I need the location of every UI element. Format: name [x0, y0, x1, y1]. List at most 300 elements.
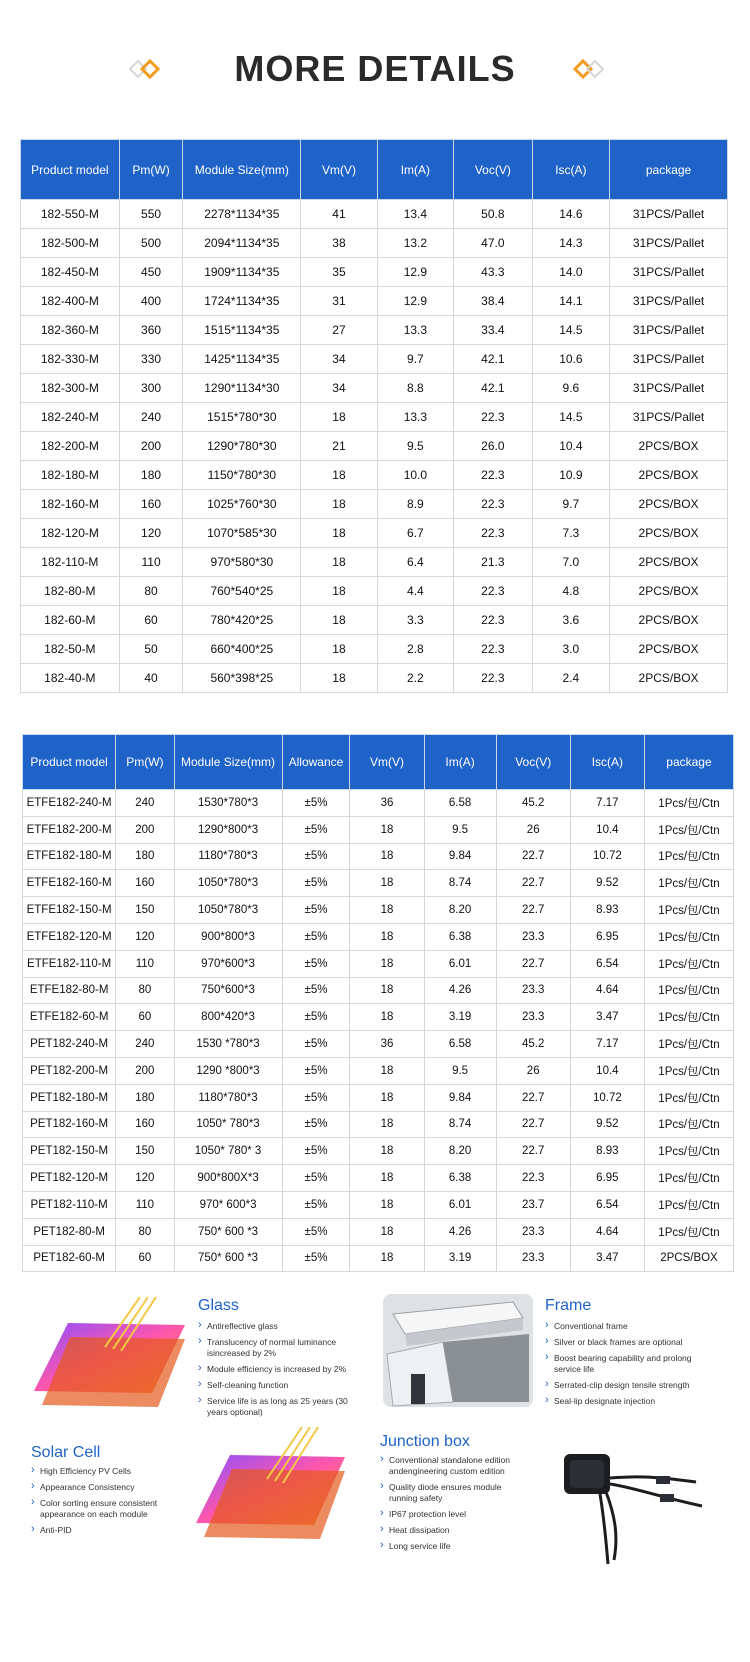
- table-cell: 1290*1134*30: [183, 374, 301, 403]
- table-row: [23, 1138, 734, 1165]
- table-cell: ±5%: [282, 950, 350, 977]
- table-cell: 1050*780*3: [174, 870, 282, 897]
- table-cell: 42.1: [454, 345, 533, 374]
- table-cell: 4.26: [424, 977, 496, 1004]
- table-cell: ±5%: [282, 977, 350, 1004]
- table-cell: 2PCS/BOX: [610, 548, 728, 577]
- table-cell: 1Pcs/包/Ctn: [644, 816, 733, 843]
- table-row: [21, 606, 728, 635]
- feature-item: › Module efficiency is increased by 2%: [198, 1364, 348, 1375]
- table-cell: 180: [116, 843, 174, 870]
- column-header: Product model: [21, 140, 120, 200]
- feature-item: › Color sorting ensure consistent appearance on each module: [31, 1498, 181, 1520]
- table-cell: 750* 600 *3: [174, 1218, 282, 1245]
- table-cell: 22.3: [454, 519, 533, 548]
- table-cell: 780*420*25: [183, 606, 301, 635]
- table-cell: 3.47: [570, 1004, 644, 1031]
- table-cell: 22.7: [496, 950, 570, 977]
- table-row: [23, 1057, 734, 1084]
- table-cell: 22.7: [496, 1084, 570, 1111]
- page-title: MORE DETAILS: [234, 48, 516, 89]
- table-cell: 18: [301, 548, 377, 577]
- table-cell: 1Pcs/包/Ctn: [644, 923, 733, 950]
- table-cell: 34: [301, 374, 377, 403]
- column-header: Isc(A): [532, 140, 609, 200]
- table-cell: 6.58: [424, 790, 496, 817]
- table-cell: 1Pcs/包/Ctn: [644, 1084, 733, 1111]
- table-cell: 120: [116, 923, 174, 950]
- table-cell: 182-360-M: [21, 316, 120, 345]
- table-cell: 14.1: [532, 287, 609, 316]
- table-cell: 1724*1134*35: [183, 287, 301, 316]
- table-cell: 22.3: [496, 1165, 570, 1192]
- table-cell: PET182-120-M: [23, 1165, 116, 1192]
- table-cell: 3.0: [532, 635, 609, 664]
- table-cell: ±5%: [282, 897, 350, 924]
- table-cell: 34: [301, 345, 377, 374]
- table-cell: ±5%: [282, 790, 350, 817]
- table-cell: 18: [350, 816, 424, 843]
- table-cell: 31PCS/Pallet: [610, 258, 728, 287]
- table-cell: 18: [301, 403, 377, 432]
- table-cell: PET182-180-M: [23, 1084, 116, 1111]
- table-cell: 22.3: [454, 461, 533, 490]
- column-header: Pm(W): [116, 735, 174, 790]
- column-header: Module Size(mm): [183, 140, 301, 200]
- table-row: [21, 490, 728, 519]
- table-cell: 550: [119, 200, 183, 229]
- table-cell: 18: [350, 1218, 424, 1245]
- table-cell: 26.0: [454, 432, 533, 461]
- table-cell: 110: [116, 950, 174, 977]
- table-cell: 10.9: [532, 461, 609, 490]
- table-cell: ±5%: [282, 1245, 350, 1272]
- table-cell: ETFE182-80-M: [23, 977, 116, 1004]
- table-cell: 1025*760*30: [183, 490, 301, 519]
- feature-item: › High Efficiency PV Cells: [31, 1466, 181, 1477]
- table-cell: ETFE182-110-M: [23, 950, 116, 977]
- table-row: [23, 1004, 734, 1031]
- feature-item: › Heat dissipation: [380, 1525, 530, 1536]
- table-cell: 18: [350, 1004, 424, 1031]
- table-cell: 60: [119, 606, 183, 635]
- feature-item: › IP67 protection level: [380, 1509, 530, 1520]
- table-cell: 2PCS/BOX: [610, 635, 728, 664]
- table-row: [21, 200, 728, 229]
- column-header: Voc(V): [496, 735, 570, 790]
- table-cell: 760*540*25: [183, 577, 301, 606]
- table-cell: 1Pcs/包/Ctn: [644, 790, 733, 817]
- table-row: [21, 287, 728, 316]
- table-cell: 150: [116, 897, 174, 924]
- diamond-ornament-icon: [565, 58, 611, 80]
- table-cell: ±5%: [282, 870, 350, 897]
- table-cell: 13.2: [377, 229, 453, 258]
- table-cell: 40: [119, 664, 183, 693]
- solar-cell-icon: [190, 1425, 350, 1543]
- table-row: [23, 1031, 734, 1058]
- table-cell: 970* 600*3: [174, 1191, 282, 1218]
- table-cell: 200: [116, 1057, 174, 1084]
- table-cell: 60: [116, 1004, 174, 1031]
- table-cell: 18: [301, 519, 377, 548]
- table-cell: 182-450-M: [21, 258, 120, 287]
- table-cell: 1Pcs/包/Ctn: [644, 1191, 733, 1218]
- table-cell: 6.01: [424, 950, 496, 977]
- table-cell: 4.4: [377, 577, 453, 606]
- table-cell: 18: [301, 461, 377, 490]
- table-row: [23, 1218, 734, 1245]
- table-cell: 45.2: [496, 790, 570, 817]
- table-cell: ±5%: [282, 1084, 350, 1111]
- table-header-row: [23, 735, 734, 790]
- column-header: Voc(V): [454, 140, 533, 200]
- table-row: [23, 897, 734, 924]
- table-cell: 22.3: [454, 403, 533, 432]
- table-cell: 900*800*3: [174, 923, 282, 950]
- table-cell: 38: [301, 229, 377, 258]
- table-cell: 120: [119, 519, 183, 548]
- table-cell: ETFE182-120-M: [23, 923, 116, 950]
- table-cell: 10.4: [532, 432, 609, 461]
- table-cell: 2278*1134*35: [183, 200, 301, 229]
- table-cell: 1Pcs/包/Ctn: [644, 1165, 733, 1192]
- table-cell: 2.2: [377, 664, 453, 693]
- table-cell: 8.93: [570, 897, 644, 924]
- table-cell: 47.0: [454, 229, 533, 258]
- table-cell: 9.7: [377, 345, 453, 374]
- table-cell: 9.7: [532, 490, 609, 519]
- table-cell: 1Pcs/包/Ctn: [644, 870, 733, 897]
- feature-list-solar-cell: [31, 1466, 181, 1541]
- table-row: [21, 548, 728, 577]
- table-row: [21, 229, 728, 258]
- table-cell: 7.17: [570, 1031, 644, 1058]
- table-cell: 6.7: [377, 519, 453, 548]
- table-cell: 12.9: [377, 258, 453, 287]
- table-cell: 22.3: [454, 577, 533, 606]
- table-cell: 50.8: [454, 200, 533, 229]
- table-cell: 450: [119, 258, 183, 287]
- table-cell: 18: [350, 1165, 424, 1192]
- table-cell: 6.4: [377, 548, 453, 577]
- table-cell: 6.58: [424, 1031, 496, 1058]
- table-cell: 18: [301, 577, 377, 606]
- table-cell: 1Pcs/包/Ctn: [644, 1218, 733, 1245]
- table-cell: 1050* 780* 3: [174, 1138, 282, 1165]
- table-cell: 1050*780*3: [174, 897, 282, 924]
- table-cell: 18: [350, 977, 424, 1004]
- table-cell: 360: [119, 316, 183, 345]
- table-cell: 2PCS/BOX: [610, 519, 728, 548]
- table-cell: 160: [119, 490, 183, 519]
- column-header: Im(A): [424, 735, 496, 790]
- column-header: Vm(V): [301, 140, 377, 200]
- table-cell: 1290 *800*3: [174, 1057, 282, 1084]
- table-cell: 9.84: [424, 1084, 496, 1111]
- table-cell: 400: [119, 287, 183, 316]
- table-cell: 3.19: [424, 1245, 496, 1272]
- table-cell: 1530*780*3: [174, 790, 282, 817]
- column-header: Pm(W): [119, 140, 183, 200]
- table-cell: 6.54: [570, 950, 644, 977]
- table-cell: 6.01: [424, 1191, 496, 1218]
- table-cell: 2PCS/BOX: [610, 432, 728, 461]
- table-cell: 13.4: [377, 200, 453, 229]
- table-row: [23, 1245, 734, 1272]
- table-cell: 13.3: [377, 403, 453, 432]
- feature-title-solar-cell: Solar Cell: [31, 1444, 101, 1461]
- table-cell: 22.3: [454, 606, 533, 635]
- table-cell: 22.7: [496, 843, 570, 870]
- table-cell: 1180*780*3: [174, 843, 282, 870]
- table-cell: 21: [301, 432, 377, 461]
- table-cell: 14.5: [532, 403, 609, 432]
- feature-item: › Antireflective glass: [198, 1321, 348, 1332]
- table-cell: 21.3: [454, 548, 533, 577]
- table-cell: 240: [116, 790, 174, 817]
- table-cell: 43.3: [454, 258, 533, 287]
- table-cell: 6.95: [570, 923, 644, 950]
- table-cell: 80: [116, 1218, 174, 1245]
- table-cell: 182-180-M: [21, 461, 120, 490]
- table-cell: 182-200-M: [21, 432, 120, 461]
- table-cell: 300: [119, 374, 183, 403]
- table-cell: 33.4: [454, 316, 533, 345]
- table-cell: 2094*1134*35: [183, 229, 301, 258]
- table-cell: 36: [350, 1031, 424, 1058]
- feature-item: › Silver or black frames are optional: [545, 1337, 705, 1348]
- column-header: Module Size(mm): [174, 735, 282, 790]
- table-cell: 18: [350, 843, 424, 870]
- table-cell: 182-400-M: [21, 287, 120, 316]
- column-header: package: [610, 140, 728, 200]
- table-cell: 750*600*3: [174, 977, 282, 1004]
- table-cell: 182-500-M: [21, 229, 120, 258]
- table-cell: 18: [350, 1084, 424, 1111]
- table-cell: 180: [119, 461, 183, 490]
- table-cell: ±5%: [282, 1218, 350, 1245]
- table-cell: ETFE182-150-M: [23, 897, 116, 924]
- table-cell: 9.84: [424, 843, 496, 870]
- table-row: [23, 950, 734, 977]
- table-cell: 180: [116, 1084, 174, 1111]
- table-row: [23, 1165, 734, 1192]
- feature-item: › Self-cleaning function: [198, 1380, 348, 1391]
- table-cell: ±5%: [282, 1191, 350, 1218]
- table-row: [21, 403, 728, 432]
- table-cell: 182-80-M: [21, 577, 120, 606]
- aluminum-frame-icon: [383, 1294, 533, 1407]
- feature-item: › Appearance Consistency: [31, 1482, 181, 1493]
- table-cell: 1Pcs/包/Ctn: [644, 1004, 733, 1031]
- table-cell: 35: [301, 258, 377, 287]
- table-cell: 182-110-M: [21, 548, 120, 577]
- table-cell: ±5%: [282, 1138, 350, 1165]
- table-cell: ±5%: [282, 1165, 350, 1192]
- table-cell: 7.17: [570, 790, 644, 817]
- table-cell: 31PCS/Pallet: [610, 345, 728, 374]
- junction-box-icon: [556, 1448, 716, 1568]
- table-cell: 182-50-M: [21, 635, 120, 664]
- feature-item: › Anti-PID: [31, 1525, 181, 1536]
- table-cell: 80: [116, 977, 174, 1004]
- table-cell: 110: [119, 548, 183, 577]
- feature-title-junction-box: Junction box: [380, 1433, 470, 1450]
- table-cell: 4.64: [570, 1218, 644, 1245]
- table-cell: PET182-150-M: [23, 1138, 116, 1165]
- table-cell: 330: [119, 345, 183, 374]
- table-row: [21, 432, 728, 461]
- table-row: [21, 519, 728, 548]
- column-header: Isc(A): [570, 735, 644, 790]
- table-cell: 2.4: [532, 664, 609, 693]
- glass-panel-icon: [30, 1295, 190, 1410]
- table-cell: ETFE182-60-M: [23, 1004, 116, 1031]
- table-cell: 9.52: [570, 870, 644, 897]
- table-cell: 7.0: [532, 548, 609, 577]
- table-cell: 18: [350, 1138, 424, 1165]
- table-cell: 10.72: [570, 1084, 644, 1111]
- table-cell: 1Pcs/包/Ctn: [644, 1138, 733, 1165]
- table-cell: 26: [496, 1057, 570, 1084]
- table-row: [23, 1111, 734, 1138]
- table-cell: 182-120-M: [21, 519, 120, 548]
- table-cell: 10.4: [570, 1057, 644, 1084]
- feature-item: › Translucency of normal luminance isincreased by 2%: [198, 1337, 348, 1359]
- table-cell: 22.7: [496, 1138, 570, 1165]
- table-cell: 50: [119, 635, 183, 664]
- table-cell: PET182-60-M: [23, 1245, 116, 1272]
- table-row: [21, 316, 728, 345]
- table-cell: 18: [350, 950, 424, 977]
- table-cell: 2PCS/BOX: [610, 461, 728, 490]
- table-cell: 9.6: [532, 374, 609, 403]
- table-cell: 4.64: [570, 977, 644, 1004]
- column-header: Im(A): [377, 140, 453, 200]
- table-cell: 182-300-M: [21, 374, 120, 403]
- table-row: [21, 577, 728, 606]
- table-cell: 2PCS/BOX: [610, 664, 728, 693]
- table-cell: 80: [119, 577, 183, 606]
- table-cell: 18: [350, 870, 424, 897]
- table-row: [23, 870, 734, 897]
- table-cell: 1050* 780*3: [174, 1111, 282, 1138]
- table-row: [21, 345, 728, 374]
- table-cell: 1Pcs/包/Ctn: [644, 1111, 733, 1138]
- table-cell: 23.7: [496, 1191, 570, 1218]
- table-cell: 14.5: [532, 316, 609, 345]
- table-cell: 182-60-M: [21, 606, 120, 635]
- table-cell: 8.20: [424, 897, 496, 924]
- table-cell: ±5%: [282, 843, 350, 870]
- table-cell: 18: [301, 606, 377, 635]
- table-cell: ±5%: [282, 1057, 350, 1084]
- table-cell: 36: [350, 790, 424, 817]
- table-cell: 41: [301, 200, 377, 229]
- feature-item: › Boost bearing capability and prolong service life: [545, 1353, 705, 1375]
- table-cell: 3.47: [570, 1245, 644, 1272]
- table-cell: 2.8: [377, 635, 453, 664]
- table-cell: 1515*1134*35: [183, 316, 301, 345]
- table-row: [21, 374, 728, 403]
- table-cell: 31: [301, 287, 377, 316]
- table-row: [21, 461, 728, 490]
- table-cell: ETFE182-180-M: [23, 843, 116, 870]
- table-cell: 970*580*30: [183, 548, 301, 577]
- table-cell: 750* 600 *3: [174, 1245, 282, 1272]
- feature-item: › Conventional standalone edition andengineering custom edition: [380, 1455, 530, 1477]
- column-header: Vm(V): [350, 735, 424, 790]
- table-cell: 18: [350, 923, 424, 950]
- table-cell: 7.3: [532, 519, 609, 548]
- table-cell: 6.54: [570, 1191, 644, 1218]
- table-cell: 9.5: [377, 432, 453, 461]
- table-cell: 22.3: [454, 490, 533, 519]
- table-cell: 160: [116, 1111, 174, 1138]
- feature-title-glass: Glass: [198, 1297, 239, 1314]
- column-header: package: [644, 735, 733, 790]
- table-cell: ETFE182-240-M: [23, 790, 116, 817]
- table-cell: 182-330-M: [21, 345, 120, 374]
- table-cell: 2PCS/BOX: [644, 1245, 733, 1272]
- table-cell: 900*800X*3: [174, 1165, 282, 1192]
- table-cell: ETFE182-200-M: [23, 816, 116, 843]
- table-cell: 1290*800*3: [174, 816, 282, 843]
- table-cell: 4.26: [424, 1218, 496, 1245]
- table-cell: 14.0: [532, 258, 609, 287]
- table-cell: 22.7: [496, 897, 570, 924]
- table-cell: 1290*780*30: [183, 432, 301, 461]
- table-cell: PET182-110-M: [23, 1191, 116, 1218]
- table-cell: 12.9: [377, 287, 453, 316]
- table-cell: ±5%: [282, 1111, 350, 1138]
- section-header: [0, 0, 750, 130]
- table-cell: 1530 *780*3: [174, 1031, 282, 1058]
- feature-item: › Serrated-clip design tensile strength: [545, 1380, 705, 1391]
- table-cell: 23.3: [496, 1004, 570, 1031]
- table-cell: 660*400*25: [183, 635, 301, 664]
- column-header: Allowance: [282, 735, 350, 790]
- table-cell: ±5%: [282, 816, 350, 843]
- table-row: [23, 1191, 734, 1218]
- table-cell: 23.3: [496, 1245, 570, 1272]
- table-cell: 8.9: [377, 490, 453, 519]
- table-cell: 1515*780*30: [183, 403, 301, 432]
- table-cell: 8.93: [570, 1138, 644, 1165]
- table-cell: 22.3: [454, 635, 533, 664]
- table-cell: 8.8: [377, 374, 453, 403]
- table-cell: 14.6: [532, 200, 609, 229]
- feature-item: › Quality diode ensures module running safety: [380, 1482, 530, 1504]
- table-cell: 1Pcs/包/Ctn: [644, 1031, 733, 1058]
- table-row: [23, 816, 734, 843]
- table-cell: PET182-80-M: [23, 1218, 116, 1245]
- table-cell: 9.5: [424, 816, 496, 843]
- table-cell: 1Pcs/包/Ctn: [644, 950, 733, 977]
- table-row: [23, 1084, 734, 1111]
- table-cell: 3.19: [424, 1004, 496, 1031]
- spec-table-standard: [20, 139, 728, 693]
- table-row: [21, 664, 728, 693]
- feature-list-frame: [545, 1321, 705, 1412]
- table-cell: 560*398*25: [183, 664, 301, 693]
- table-cell: 1909*1134*35: [183, 258, 301, 287]
- table-cell: 9.5: [424, 1057, 496, 1084]
- feature-list-glass: [198, 1321, 348, 1423]
- feature-list-junction-box: [380, 1455, 530, 1557]
- table-cell: 8.20: [424, 1138, 496, 1165]
